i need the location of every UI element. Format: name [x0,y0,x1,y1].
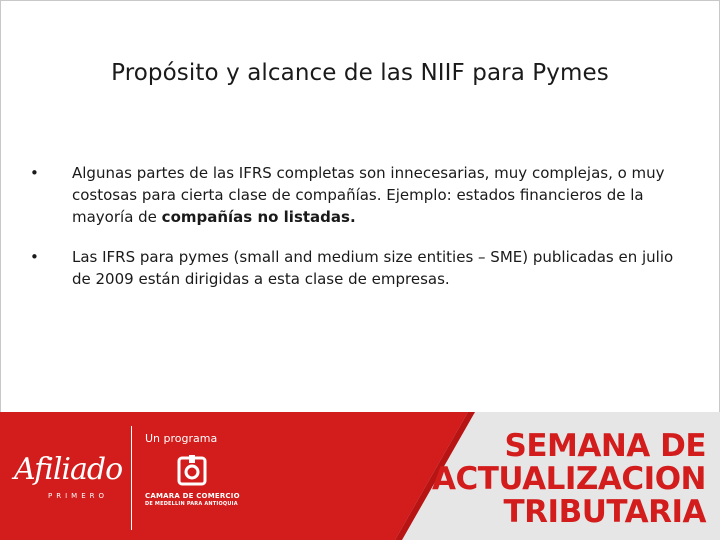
event-title-line2: ACTUALIZACION [432,461,706,497]
event-title-line1: SEMANA DE [504,428,706,464]
camara-comercio-icon [176,455,208,487]
bullet-text-plain: Algunas partes de las IFRS completas son innecesarias, muy complejas, o muy costosas para cierta clase de compañías. Ejemplo: estados financieros de la mayoría de [72,164,665,226]
slide-title: Propósito y alcance de las NIIF para Pymes [111,60,609,86]
bullet-item [30,246,680,290]
bullet-marker: • [30,164,39,182]
bullet-list [30,162,680,308]
programa-label: Un programa [145,432,218,445]
camara-comercio-name: CAMARA DE COMERCIO [145,492,240,500]
camara-comercio-subtitle: DE MEDELLIN PARA ANTIOQUIA [145,501,238,507]
bullet-text: Las IFRS para pymes (small and medium size entities – SME) publicadas en julio de 2009 están dirigidas a esta clase de empresas. [72,248,674,288]
afiliado-script-text: Afiliado [14,452,123,487]
logo-divider [131,426,132,530]
bullet-marker: • [30,248,39,266]
event-title [432,430,706,529]
sponsor-logos [0,412,420,540]
bullet-item [30,162,680,228]
footer-banner [0,412,720,540]
afiliado-subtitle: PRIMERO [48,492,108,500]
afiliado-logo [14,452,122,512]
bullet-text [72,164,665,226]
bullet-text-bold: compañías no listadas. [161,208,356,226]
event-title-line3: TRIBUTARIA [503,494,706,530]
